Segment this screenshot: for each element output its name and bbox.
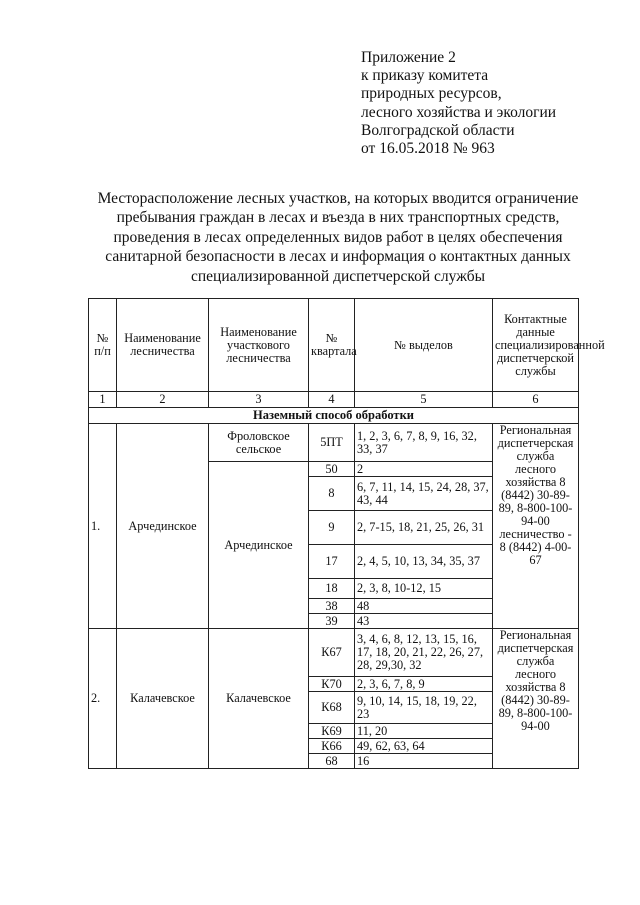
sections-cell: 2, 3, 6, 7, 8, 9: [355, 677, 493, 692]
title-line: санитарной безопасности в лесах и информация о контактных данных: [105, 248, 571, 266]
header-sections: № выделов: [355, 299, 493, 392]
column-number: 2: [117, 392, 209, 408]
header-district: Наименование участкового лесничества: [209, 299, 309, 392]
quarter-cell: 38: [309, 599, 355, 614]
appendix-line: от 16.05.2018 № 963: [361, 140, 495, 158]
sections-cell: 49, 62, 63, 64: [355, 739, 493, 754]
district-name: Арчединское: [209, 462, 309, 629]
forestry-name: Калачевское: [117, 629, 209, 769]
quarter-cell: К69: [309, 724, 355, 739]
contact-cell: Региональная диспетчерская служба лесного хозяйства 8 (8442) 30-89-89, 8-800-100-94-00: [493, 629, 579, 769]
forestry-name: Арчединское: [117, 424, 209, 629]
district-name: Калачевское: [209, 629, 309, 769]
quarter-cell: К70: [309, 677, 355, 692]
sections-cell: 9, 10, 14, 15, 18, 19, 22, 23: [355, 692, 493, 724]
quarter-cell: К68: [309, 692, 355, 724]
document-title: [70, 189, 606, 286]
sections-cell: 6, 7, 11, 14, 15, 24, 28, 37, 43, 44: [355, 477, 493, 511]
sections-cell: 2, 3, 8, 10-12, 15: [355, 579, 493, 599]
header-quarter: № квартала: [309, 299, 355, 392]
quarter-cell: 9: [309, 511, 355, 545]
row-number: 1.: [89, 424, 117, 629]
appendix-line: природных ресурсов,: [361, 85, 502, 103]
column-number: 5: [355, 392, 493, 408]
quarter-cell: 68: [309, 754, 355, 769]
appendix-block: [361, 49, 556, 158]
sections-cell: 2, 7-15, 18, 21, 25, 26, 31: [355, 511, 493, 545]
sections-cell: 3, 4, 6, 8, 12, 13, 15, 16, 17, 18, 20, 21, 22, 26, 27, 28, 29,30, 32: [355, 629, 493, 677]
quarter-cell: К66: [309, 739, 355, 754]
quarter-cell: 8: [309, 477, 355, 511]
column-number: 3: [209, 392, 309, 408]
column-number: 6: [493, 392, 579, 408]
sections-cell: 43: [355, 614, 493, 629]
appendix-line: Приложение 2: [361, 49, 456, 66]
appendix-line: Волгоградской области: [361, 121, 515, 139]
sections-cell: 1, 2, 3, 6, 7, 8, 9, 16, 32, 33, 37: [355, 424, 493, 462]
quarter-cell: 50: [309, 462, 355, 477]
header-forestry: Наименование лесничества: [117, 299, 209, 392]
appendix-line: к приказу комитета: [361, 67, 489, 85]
header-contacts: Контактные данные специализированной диспетчерской службы: [493, 299, 579, 392]
contact-cell: Региональная диспетчерская служба лесного хозяйства 8 (8442) 30-89-89, 8-800-100-94-00 лесничество - 8 (8442) 4-00-67: [493, 424, 579, 629]
header-num: № п/п: [89, 299, 117, 392]
sections-cell: 11, 20: [355, 724, 493, 739]
sections-cell: 2: [355, 462, 493, 477]
title-line: проведения в лесах определенных видов работ в целях обеспечения: [113, 228, 563, 246]
sections-cell: 48: [355, 599, 493, 614]
column-number: 4: [309, 392, 355, 408]
title-line: специализированной диспетчерской службы: [190, 267, 486, 285]
sections-cell: 16: [355, 754, 493, 769]
row-number: 2.: [89, 629, 117, 769]
sections-cell: 2, 4, 5, 10, 13, 34, 35, 37: [355, 545, 493, 579]
appendix-line: лесного хозяйства и экологии: [361, 103, 557, 121]
section-title: Наземный способ обработки: [89, 408, 579, 424]
district-name: Фроловское сельское: [209, 424, 309, 462]
quarter-cell: К67: [309, 629, 355, 677]
column-number: 1: [89, 392, 117, 408]
quarter-cell: 17: [309, 545, 355, 579]
quarter-cell: 5ПТ: [309, 424, 355, 462]
quarter-cell: 18: [309, 579, 355, 599]
title-line: Месторасположение лесных участков, на которых вводится ограничение: [97, 190, 579, 207]
title-line: пребывания граждан в лесах и въезда в них транспортных средств,: [116, 209, 560, 227]
quarter-cell: 39: [309, 614, 355, 629]
forest-areas-table: [88, 298, 605, 769]
